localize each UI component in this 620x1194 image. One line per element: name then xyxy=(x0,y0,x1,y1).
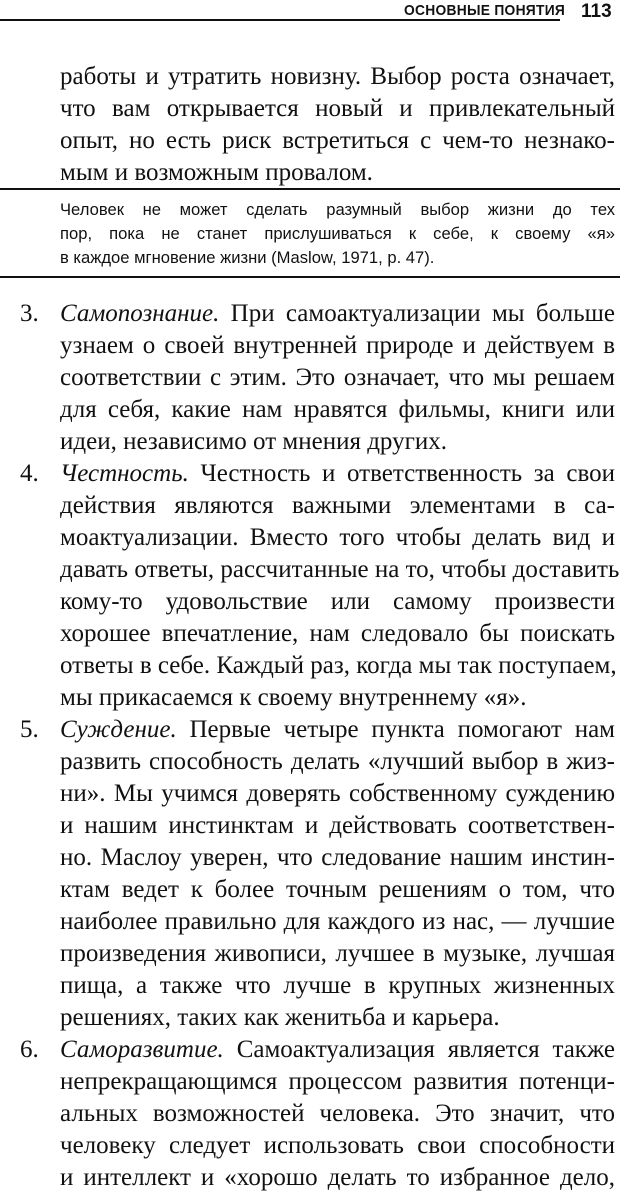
item-term: Честность. xyxy=(60,460,189,487)
text-line: что вам открывается новый и привлекательный xyxy=(60,95,615,122)
item-line: альных возможностей человека. Это значит, что xyxy=(60,1100,615,1127)
item-term: Суждение. xyxy=(60,716,177,743)
item-number: 6. xyxy=(20,1036,39,1063)
item-first-text: Самоактуализация является также xyxy=(236,1036,615,1063)
text-line: мым и возможным провалом. xyxy=(60,159,373,186)
list-item-self-knowledge xyxy=(0,298,620,458)
pull-quote xyxy=(60,198,615,270)
item-line: решениях, таких как женитьба и карьера. xyxy=(60,1004,500,1031)
list-item-self-development xyxy=(0,1034,620,1194)
numbered-list xyxy=(0,298,620,1194)
quote-line: в каждое мгновение жизни (Maslow, 1971, p. 47). xyxy=(60,248,435,267)
item-first-text: Первые четыре пункта помогают нам xyxy=(189,716,615,743)
quote-line: пор, пока не станет прислушиваться к себе, к своему «я» xyxy=(60,224,615,243)
item-line: но. Маслоу уверен, что следование нашим инстин- xyxy=(60,844,615,871)
item-first-line xyxy=(60,298,615,330)
quote-line: Человек не может сделать разумный выбор жизни до тех xyxy=(60,200,615,219)
item-line: пища, а также что лучше в крупных жизненных xyxy=(60,972,615,999)
intro-paragraph xyxy=(60,61,615,189)
item-line: непрекращающимся процессом развития потенци- xyxy=(60,1068,615,1095)
item-line: давать ответы, рассчитанные на то, чтобы доставить xyxy=(60,556,620,583)
item-first-text: При самоактуализации мы больше xyxy=(230,300,615,327)
item-term: Самопознание. xyxy=(60,300,220,327)
item-line: мы прикасаемся к своему внутреннему «я». xyxy=(60,684,527,711)
item-line: развить способность делать «лучший выбор в жиз- xyxy=(60,748,615,775)
item-line: и интеллект и «хорошо делать то избранное дело, xyxy=(60,1164,615,1191)
item-line: наиболее правильно для каждого из нас, — лучшие xyxy=(60,908,615,935)
item-line: ответы в себе. Каждый раз, когда мы так поступаем, xyxy=(60,652,617,679)
text-line: работы и утратить новизну. Выбор роста означает, xyxy=(60,63,615,90)
item-first-line xyxy=(60,1034,615,1066)
item-first-line xyxy=(60,458,615,490)
item-line: действия являются важными элементами в са- xyxy=(60,492,615,519)
item-first-text: Честность и ответственность за свои xyxy=(200,460,616,487)
item-line: кому-то удовольствие или самому произвести xyxy=(60,588,615,615)
running-header xyxy=(0,0,620,22)
section-title: ОСНОВНЫЕ ПОНЯТИЯ xyxy=(404,2,566,19)
item-line: произведения живописи, лучшее в музыке, лучшая xyxy=(60,940,615,967)
header-rule xyxy=(0,19,560,21)
item-line: ктам ведет к более точным решениям о том, что xyxy=(60,876,615,903)
item-line: узнаем о своей внутренней природе и действуем в xyxy=(60,332,615,359)
item-line: человеку следует использовать свои способности xyxy=(60,1132,615,1159)
item-line: ни». Мы учимся доверять собственному суждению xyxy=(60,780,615,807)
item-first-line xyxy=(60,714,615,746)
page-number: 113 xyxy=(581,1,612,22)
item-line: для себя, какие нам нравятся фильмы, книги или xyxy=(60,396,615,423)
item-number: 5. xyxy=(20,716,39,743)
item-term: Саморазвитие. xyxy=(60,1036,224,1063)
item-line: и нашим инстинктам и действовать соответствен- xyxy=(60,812,615,839)
item-line: идеи, независимо от мнения других. xyxy=(60,428,447,455)
text-line: опыт, но есть риск встретиться с чем-то незнако- xyxy=(60,127,615,154)
list-item-judgment xyxy=(0,714,620,1034)
item-number: 3. xyxy=(20,300,39,327)
item-line: соответствии с этим. Это означает, что мы решаем xyxy=(60,364,615,391)
item-number: 4. xyxy=(20,460,39,487)
item-line: моактуализации. Вместо того чтобы делать вид и xyxy=(60,524,615,551)
item-line: хорошее впечатление, нам следовало бы поискать xyxy=(60,620,615,647)
list-item-honesty xyxy=(0,458,620,714)
quote-bottom-rule xyxy=(0,276,620,278)
quote-top-rule xyxy=(0,188,620,190)
